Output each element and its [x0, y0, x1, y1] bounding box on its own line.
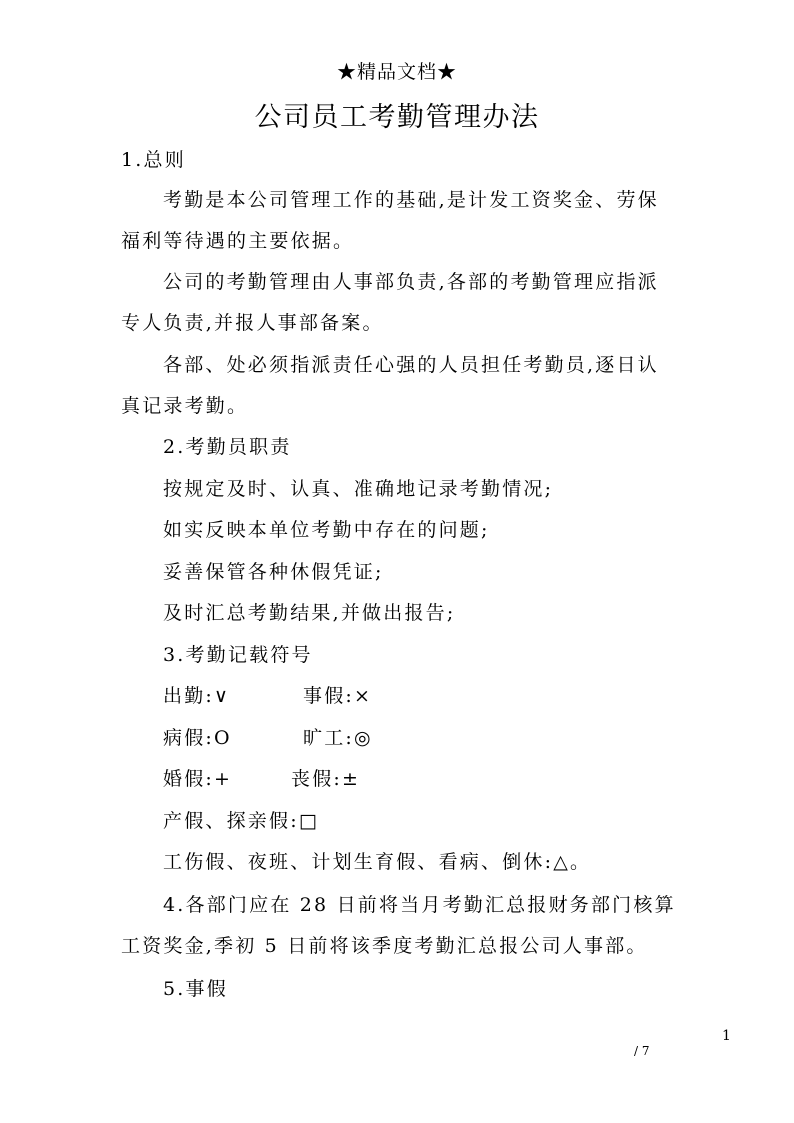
section3-heading: 3.考勤记载符号 [163, 644, 313, 666]
symbol-personal-leave [303, 684, 370, 708]
section1-para1-line2: 福利等待遇的主要依据。 [121, 230, 355, 252]
page-number: 1 [722, 1028, 731, 1044]
symbol-maternity-home-leave [163, 809, 317, 833]
symbol-value: + [214, 768, 230, 790]
section2-item-1: 按规定及时、认真、准确地记录考勤情况; [163, 478, 554, 500]
document-header: ★精品文档★ [336, 61, 457, 83]
document-title: 公司员工考勤管理办法 [254, 102, 540, 133]
section2-item-2: 如实反映本单位考勤中存在的问题; [163, 519, 490, 541]
section2-heading: 2.考勤员职责 [163, 436, 292, 458]
symbol-other-leaves: 工伤假、夜班、计划生育假、看病、倒休:△。 [163, 851, 592, 873]
page-total: / 7 [634, 1044, 650, 1058]
section5-heading: 5.事假 [163, 978, 228, 1000]
symbol-label: 病假: [163, 727, 215, 749]
section1-para1-line1: 考勤是本公司管理工作的基础,是计发工资奖金、劳保 [163, 189, 659, 211]
symbol-sick-leave [163, 726, 230, 750]
section1-para2-line2: 专人负责,并报人事部备案。 [121, 312, 384, 334]
symbol-label: 事假: [303, 685, 355, 707]
symbol-label: 婚假: [163, 768, 215, 790]
symbol-absenteeism [303, 726, 371, 750]
symbol-label: 旷工: [303, 727, 355, 749]
symbol-label: 出勤: [163, 685, 215, 707]
symbol-label: 丧假: [291, 768, 343, 790]
symbol-value: × [354, 685, 370, 707]
symbol-marriage-leave [163, 767, 230, 791]
section4-line1: 4.各部门应在 28 日前将当月考勤汇总报财务部门核算 [163, 894, 676, 916]
section4-line2: 工资奖金,季初 5 日前将该季度考勤汇总报公司人事部。 [121, 935, 648, 957]
symbol-value: □ [298, 810, 317, 832]
symbol-value: ◎ [354, 727, 371, 749]
symbol-funeral-leave [291, 767, 358, 791]
symbol-value: ± [342, 768, 358, 790]
section1-heading: 1.总则 [121, 149, 186, 171]
section1-para3-line1: 各部、处必须指派责任心强的人员担任考勤员,逐日认 [163, 354, 659, 376]
symbol-attendance [163, 684, 228, 708]
symbol-value: ∨ [214, 685, 228, 707]
symbol-label: 产假、探亲假: [163, 810, 299, 832]
section2-item-3: 妥善保管各种休假凭证; [163, 561, 384, 583]
section1-para3-line2: 真记录考勤。 [121, 395, 249, 417]
section1-para2-line1: 公司的考勤管理由人事部负责,各部的考勤管理应指派 [163, 271, 659, 293]
symbol-value: O [214, 727, 230, 749]
section2-item-4: 及时汇总考勤结果,并做出报告; [163, 602, 456, 624]
